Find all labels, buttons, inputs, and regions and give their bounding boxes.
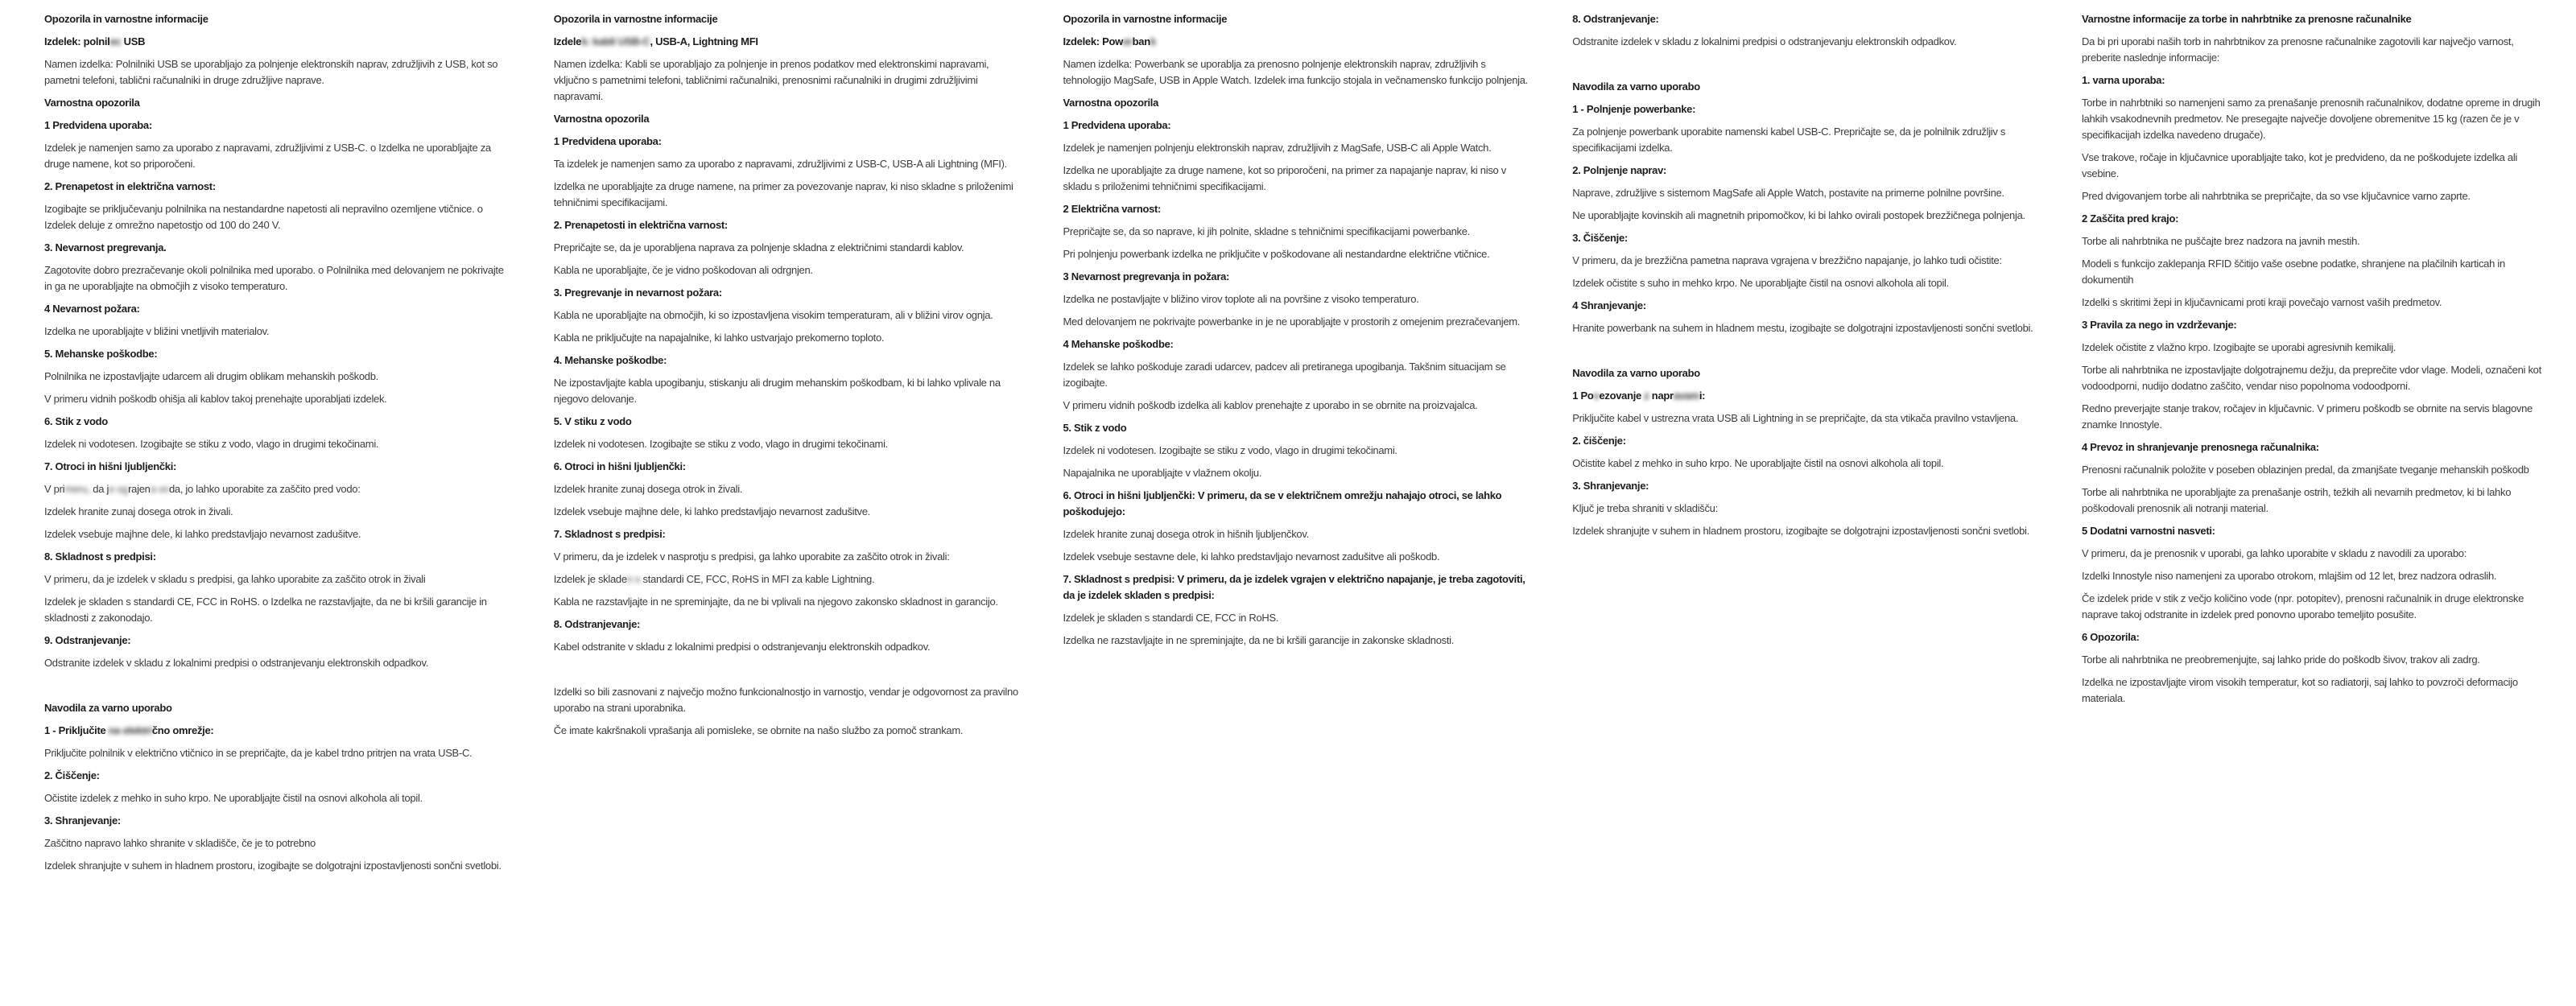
redacted-text: avam xyxy=(1673,390,1699,402)
paragraph: Izdelka ne uporabljajte za druge namene, kot so priporočeni, na primer za napajanje naprav, ki niso v skladu s priloženimi tehničnimi specifikacijami. xyxy=(1063,164,1506,192)
paragraph: Očistite izdelek z mehko in suho krpo. Ne uporabljajte čistil na osnovi alkohola ali topil. xyxy=(44,792,423,804)
paragraph: Torbe ali nahrbtnika ne puščajte brez nadzora na javnih mestih. xyxy=(2082,235,2360,247)
paragraph: Vse trakove, ročaje in ključavnice uporabljajte tako, kot je predvideno, da ne poškodujete izdelka ali vsebine. xyxy=(2082,151,2518,179)
section-heading: Varnostna opozorila xyxy=(44,97,140,109)
paragraph: Prepričajte se, da je uporabljena naprava za polnjenje skladna z električnimi standardi kablov. xyxy=(553,241,964,254)
section-heading: 2 Električna varnost: xyxy=(1063,203,1162,215)
paragraph: Kabel odstranite v skladu z lokalnimi predpisi o odstranjevanju elektronskih odpadkov. xyxy=(553,641,931,653)
paragraph: Če izdelek pride v stik z večjo količino vode (npr. potopitev), prenosni računalnik in druge elektronske naprave takoj odstranite in izdelek pred ponovno uporabo temeljito posušite. xyxy=(2082,592,2524,621)
paragraph: Ključ je treba shraniti v skladišču: xyxy=(1572,502,1718,514)
paragraph: Priključite polnilnik v električno vtičnico in se prepričajte, da je kabel trdno pritrjen na vrata USB-C. xyxy=(44,747,473,759)
section-heading: 8. Odstranjevanje: xyxy=(1572,13,1659,25)
section-heading: Navodila za varno uporabo xyxy=(1572,80,1700,93)
section-heading: 1 - Polnjenje powerbanke: xyxy=(1572,103,1696,115)
paragraph: Izdelek je skladen s standardi CE, FCC in RoHS. o Izdelka ne razstavljajte, da ne bi kršili garancije in skladnosti z zakonodajo. xyxy=(44,596,487,624)
paragraph: Hranite powerbank na suhem in hladnem mestu, izogibajte se dolgotrajni izpostavljenosti sončni svetlobi. xyxy=(1572,322,2033,334)
redacted-text: a vo xyxy=(150,483,169,495)
paragraph: Izdelek shranjujte v suhem in hladnem prostoru, izogibajte se dolgotrajni izpostavljenosti sončni svetlobi. xyxy=(1572,525,2029,537)
section-heading: 1 - Priključite na električno omrežje: xyxy=(44,724,214,736)
section-heading: 6. Otroci in hišni ljubljenčki: xyxy=(553,460,686,472)
document-title: Opozorila in varnostne informacije xyxy=(44,13,208,25)
paragraph: Za polnjenje powerbank uporabite namenski kabel USB-C. Prepričajte se, da je polnilnik združljiv s specifikacijami izdelka. xyxy=(1572,126,2006,154)
paragraph: Kabla ne uporabljajte na območjih, ki so izpostavljena visokim temperaturam, ali v bližini virov ognja. xyxy=(553,309,993,321)
paragraph: V primeru vidnih poškodb izdelka ali kablov prenehajte z uporabo in se obrnite na proizvajalca. xyxy=(1063,399,1478,411)
column-usb-charger xyxy=(44,11,510,1006)
redacted-text: k: kabli USB-C xyxy=(581,35,650,47)
paragraph: Izdelek je skladen s standardi CE, FCC in RoHS. xyxy=(1063,612,1279,624)
paragraph: Namen izdelka: Powerbank se uporablja za prenosno polnjenje elektronskih naprav, združljivih s tehnologijo MagSafe, USB in Apple Watch. Izdelek ima funkcijo stojala in večnamensko funkcijo polnjenja. xyxy=(1063,58,1528,86)
section-heading: 3. Shranjevanje: xyxy=(1572,480,1649,492)
paragraph: Napajalnika ne uporabljajte v vlažnem okolju. xyxy=(1063,467,1262,479)
section-heading: 6 Opozorila: xyxy=(2082,631,2140,643)
redacted-text: er xyxy=(1122,35,1133,47)
paragraph: Torbe ali nahrbtnika ne izpostavljajte dolgotrajnemu dežju, da preprečite vdor vlage. Modeli, označeni kot vodoodporni, nudijo dodatno zaščito, vendar niso popolnoma vodoodporni. xyxy=(2082,364,2541,392)
section-heading: Izdelek: Powerbank xyxy=(1063,35,1156,47)
section-heading: 1 Predvidena uporaba: xyxy=(553,135,662,147)
redacted-text: v xyxy=(1593,390,1600,402)
section-heading: 1 Povezovanje z napravami: xyxy=(1572,390,1706,402)
paragraph: Izdelek vsebuje sestavne dele, ki lahko predstavljajo nevarnost zadušitve ali poškodb. xyxy=(1063,550,1440,563)
column-usb-cables xyxy=(554,11,1019,1006)
section-heading: 4 Shranjevanje: xyxy=(1572,299,1646,311)
redacted-text: n s xyxy=(626,573,643,585)
paragraph-spacer xyxy=(1572,343,2037,365)
paragraph: Izdelka ne izpostavljajte virom visokih temperatur, kot so radiatorji, saj lahko to povzroči deformacijo materiala. xyxy=(2082,676,2518,704)
section-heading: 2. Prenapetosti in električna varnost: xyxy=(553,219,728,231)
paragraph: Odstranite izdelek v skladu z lokalnimi predpisi o odstranjevanju elektronskih odpadkov. xyxy=(1572,35,1957,47)
paragraph: Med delovanjem ne pokrivajte powerbanke in je ne uporabljajte v prostorih z omejenim prezračevanjem. xyxy=(1063,315,1521,328)
column-powerbank-and-cable-care xyxy=(1572,11,2037,1006)
paragraph: Izdelek hranite zunaj dosega otrok in hišnih ljubljenčkov. xyxy=(1063,528,1309,540)
paragraph: Izdelek vsebuje majhne dele, ki lahko predstavljajo nevarnost zadušitve. xyxy=(553,505,870,517)
paragraph: Prenosni računalnik položite v poseben oblazinjen predal, da zmanjšate tveganje mehanskih poškodb xyxy=(2082,464,2529,476)
paragraph: Izdelek shranjujte v suhem in hladnem prostoru, izogibajte se dolgotrajni izpostavljenosti sončni svetlobi. xyxy=(44,860,502,872)
paragraph: Izdelek je namenjen samo za uporabo z napravami, združljivimi z USB-C. o Izdelka ne uporabljajte za druge namene, kot so priporočeni. xyxy=(44,142,491,170)
paragraph: Namen izdelka: Kabli se uporabljajo za polnjenje in prenos podatkov med elektronskimi napravami, vključno s pametnimi telefoni, tabličnimi računalniki, prenosnimi računalniki in drugimi združljivimi napravami. xyxy=(553,58,989,102)
section-heading: 2. čiščenje: xyxy=(1572,435,1626,447)
paragraph: Izdelek vsebuje majhne dele, ki lahko predstavljajo nevarnost zadušitve. xyxy=(44,528,361,540)
paragraph: Izdelek ni vodotesen. Izogibajte se stiku z vodo, vlago in drugimi tekočinami. xyxy=(1063,444,1397,456)
section-heading: 4 Mehanske poškodbe: xyxy=(1063,338,1174,350)
paragraph: Izdelek hranite zunaj dosega otrok in živali. xyxy=(44,505,233,517)
paragraph: V primeru, da je ograjena voda, jo lahko uporabite za zaščito pred vodo: xyxy=(44,483,361,495)
section-heading: 7. Otroci in hišni ljubljenčki: xyxy=(44,460,177,472)
paragraph: Redno preverjajte stanje trakov, ročajev in ključavnic. V primeru poškodb se obrnite na servis blagovne znamke Innostyle. xyxy=(2082,402,2533,431)
paragraph: Pred dvigovanjem torbe ali nahrbtnika se prepričajte, da so vse ključavnice varno zaprte. xyxy=(2082,190,2471,202)
section-heading: 3 Pravila za nego in vzdrževanje: xyxy=(2082,319,2237,331)
section-heading: 5. V stiku z vodo xyxy=(553,415,632,427)
section-heading: 2 Zaščita pred krajo: xyxy=(2082,212,2179,225)
paragraph: Zaščitno napravo lahko shranite v skladišče, če je to potrebno xyxy=(44,837,316,849)
section-heading: 4 Nevarnost požara: xyxy=(44,303,140,315)
paragraph: Izogibajte se priključevanju polnilnika na nestandardne napetosti ali nepravilno ozemljene vtičnice. o Izdelek deluje z omrežno napetostjo od 100 do 240 V. xyxy=(44,203,483,231)
document-title: Opozorila in varnostne informacije xyxy=(553,13,718,25)
paragraph-spacer xyxy=(1572,56,2037,79)
paragraph: Pri polnjenju powerbank izdelka ne priključite v poškodovane ali nestandardne električne vtičnice. xyxy=(1063,248,1490,260)
paragraph: V primeru, da je prenosnik v uporabi, ga lahko uporabite v skladu z navodili za uporabo: xyxy=(2082,547,2467,559)
paragraph: Očistite kabel z mehko in suho krpo. Ne uporabljajte čistil na osnovi alkohola ali topil. xyxy=(1572,457,1944,469)
paragraph: Izdelek očistite s suho in mehko krpo. Ne uporabljajte čistil na osnovi alkohola ali topil. xyxy=(1572,277,1949,289)
redacted-text: e og xyxy=(109,483,129,495)
section-heading: 8. Skladnost s predpisi: xyxy=(44,550,156,563)
paragraph: V primeru vidnih poškodb ohišja ali kablov takoj prenehajte uporabljati izdelek. xyxy=(44,393,387,405)
paragraph-spacer xyxy=(554,662,1019,684)
paragraph: Torbe ali nahrbtnika ne preobremenjujte, saj lahko pride do poškodb šivov, trakov ali zadrg. xyxy=(2082,653,2480,666)
paragraph: Namen izdelka: Polnilniki USB se uporabljajo za polnjenje elektronskih naprav, združljivih z USB, kot so pametni telefoni, tablični računalniki in druge združljive naprave. xyxy=(44,58,498,86)
paragraph-spacer xyxy=(44,678,510,700)
paragraph: V primeru, da je brezžična pametna naprava vgrajena v brezžično napajanje, jo lahko tudi očistite: xyxy=(1572,254,2002,266)
paragraph: Ne uporabljajte kovinskih ali magnetnih pripomočkov, ki bi lahko ovirali postopek brezžičnega polnjenja. xyxy=(1572,209,2025,221)
paragraph: Zagotovite dobro prezračevanje okoli polnilnika med uporabo. o Polnilnika med delovanjem ne pokrivajte in ga ne uporabljajte na območjih z visoko temperaturo. xyxy=(44,264,504,292)
paragraph: Da bi pri uporabi naših torb in nahrbtnikov za prenosne računalnike zagotovili kar največjo varnost, preberite naslednje informacije: xyxy=(2082,35,2514,64)
section-heading: Izdelek: polnilec USB xyxy=(44,35,146,47)
paragraph: Naprave, združljive s sistemom MagSafe ali Apple Watch, postavite na primerne polnilne površine. xyxy=(1572,187,2004,199)
paragraph: Polnilnika ne izpostavljajte udarcem ali drugim oblikam mehanskih poškodb. xyxy=(44,370,378,382)
section-heading: 1 Predvidena uporaba: xyxy=(44,119,152,131)
section-heading: 4 Prevoz in shranjevanje prenosnega računalnika: xyxy=(2082,441,2319,453)
paragraph: Če imate kakršnakoli vprašanja ali pomisleke, se obrnite na našo službo za pomoč strankam. xyxy=(553,724,964,736)
section-heading: 5 Dodatni varnostni nasveti: xyxy=(2082,525,2215,537)
paragraph: Izdelek je skladen s standardi CE, FCC, RoHS in MFI za kable Lightning. xyxy=(553,573,875,585)
section-heading: Izdelek: kabli USB-C, USB-A, Lightning MFI xyxy=(553,35,758,47)
section-heading: 4. Mehanske poškodbe: xyxy=(553,354,667,366)
paragraph: Prepričajte se, da so naprave, ki jih polnite, skladne s tehničnimi specifikacijami powerbanke. xyxy=(1063,225,1470,237)
section-heading: 1. varna uporaba: xyxy=(2082,74,2165,86)
section-heading: 3. Shranjevanje: xyxy=(44,814,121,827)
section-heading: Navodila za varno uporabo xyxy=(44,702,172,714)
paragraph: Izdelek hranite zunaj dosega otrok in živali. xyxy=(553,483,743,495)
section-heading: 6. Otroci in hišni ljubljenčki: V primeru, da se v električnem omrežju nahajajo otroci, se lahko poškodujejo: xyxy=(1063,489,1502,517)
redacted-text: na elektri xyxy=(108,724,152,736)
paragraph: Torbe in nahrbtniki so namenjeni samo za prenašanje prenosnih računalnikov, dodatne opreme in drugih lahkih vsakodnevnih predmetov. Ne presegajte največje dovoljene obremenitve 15 kg (razen če je v specifikacijah izdelka navedeno drugače). xyxy=(2082,97,2541,141)
paragraph: V primeru, da je izdelek v nasprotju s predpisi, ga lahko uporabite za zaščito otrok in živali: xyxy=(553,550,950,563)
document-title: Opozorila in varnostne informacije xyxy=(1063,13,1228,25)
section-heading: 5. Mehanske poškodbe: xyxy=(44,348,158,360)
redacted-text: ec xyxy=(109,35,122,47)
section-heading: 9. Odstranjevanje: xyxy=(44,634,131,646)
section-heading: 3. Pregrevanje in nevarnost požara: xyxy=(553,287,722,299)
document-title: Varnostne informacije za torbe in nahrbtnike za prenosne računalnike xyxy=(2082,13,2412,25)
section-heading: 3. Nevarnost pregrevanja. xyxy=(44,241,167,254)
redacted-text: z xyxy=(1644,390,1652,402)
column-powerbank xyxy=(1063,11,1529,1006)
section-heading: 7. Skladnost s predpisi: xyxy=(553,528,666,540)
redacted-text: k xyxy=(1150,35,1156,47)
paragraph: Torbe ali nahrbtnika ne uporabljajte za prenašanje ostrih, težkih ali nevarnih predmetov, ki bi lahko poškodovali prenosnik ali notranji material. xyxy=(2082,486,2512,514)
paragraph: V primeru, da je izdelek v skladu s predpisi, ga lahko uporabite za zaščito otrok in živali xyxy=(44,573,426,585)
section-heading: 2. Prenapetost in električna varnost: xyxy=(44,180,216,192)
section-heading: 2. Polnjenje naprav: xyxy=(1572,164,1667,176)
section-heading: 3 Nevarnost pregrevanja in požara: xyxy=(1063,270,1230,282)
section-heading: Varnostna opozorila xyxy=(553,113,650,125)
section-heading: Varnostna opozorila xyxy=(1063,97,1159,109)
section-heading: 7. Skladnost s predpisi: V primeru, da je izdelek vgrajen v električno napajanje, je treba zagotoviti, da je izdelek skladen s predpisi: xyxy=(1063,573,1525,601)
paragraph: Kabla ne uporabljajte, če je vidno poškodovan ali odrgnjen. xyxy=(553,264,813,276)
paragraph: Kabla ne priključujte na napajalnike, ki lahko ustvarjajo prekomerno toploto. xyxy=(553,332,885,344)
paragraph: Ta izdelek je namenjen samo za uporabo z napravami, združljivimi z USB-C, USB-A ali Lightning (MFI). xyxy=(553,158,1007,170)
paragraph: Izdelek je namenjen polnjenju elektronskih naprav, združljivih z MagSafe, USB-C ali Apple Watch. xyxy=(1063,142,1492,154)
paragraph: Izdelek očistite z vlažno krpo. Izogibajte se uporabi agresivnih kemikalij. xyxy=(2082,341,2396,353)
section-heading: 5. Stik z vodo xyxy=(1063,422,1127,434)
section-heading: 8. Odstranjevanje: xyxy=(553,618,641,630)
paragraph: Odstranite izdelek v skladu z lokalnimi predpisi o odstranjevanju elektronskih odpadkov. xyxy=(44,657,429,669)
paragraph: Izdelki s skritimi žepi in ključavnicami proti kraji povečajo varnost vaših predmetov. xyxy=(2082,296,2442,308)
paragraph: Priključite kabel v ustrezna vrata USB ali Lightning in se prepričajte, da sta vtikača pravilno vstavljena. xyxy=(1572,412,2019,424)
section-heading: 3. Čiščenje: xyxy=(1572,232,1628,244)
paragraph: Izdelek ni vodotesen. Izogibajte se stiku z vodo, vlago in drugimi tekočinami. xyxy=(44,438,379,450)
column-laptop-bags xyxy=(2082,11,2547,1006)
paragraph: Kabla ne razstavljajte in ne spreminjajte, da ne bi vplivali na njegovo zakonsko skladnost in garancijo. xyxy=(553,596,998,608)
paragraph: Izdelka ne uporabljajte v bližini vnetljivih materialov. xyxy=(44,325,270,337)
paragraph: Ne izpostavljajte kabla upogibanju, stiskanju ali drugim mehanskim poškodbam, ki bi lahko vplivale na njegovo delovanje. xyxy=(553,377,1001,405)
section-heading: 6. Stik z vodo xyxy=(44,415,108,427)
paragraph: Izdelka ne postavljajte v bližino virov toplote ali na površine z visoko temperaturo. xyxy=(1063,293,1419,305)
paragraph: Modeli s funkcijo zaklepanja RFID ščitijo vaše osebne podatke, shranjene na plačilnih karticah in dokumentih xyxy=(2082,258,2505,286)
section-heading: 1 Predvidena uporaba: xyxy=(1063,119,1171,131)
redacted-text: meru, xyxy=(64,483,90,495)
paragraph: Izdelki Innostyle niso namenjeni za uporabo otrokom, mlajšim od 12 let, brez nadzora odraslih. xyxy=(2082,570,2497,582)
paragraph: Izdelki so bili zasnovani z največjo možno funkcionalnostjo in varnostjo, vendar je odgovornost za pravilno uporabo na strani uporabnika. xyxy=(553,686,1018,714)
paragraph: Izdelka ne razstavljajte in ne spreminjajte, da ne bi kršili garancije in zakonske skladnosti. xyxy=(1063,634,1455,646)
section-heading: 2. Čiščenje: xyxy=(44,769,100,781)
paragraph: Izdelek ni vodotesen. Izogibajte se stiku z vodo, vlago in drugimi tekočinami. xyxy=(553,438,888,450)
paragraph: Izdelek se lahko poškoduje zaradi udarcev, padcev ali pretiranega upogibanja. Takšnim situacijam se izogibajte. xyxy=(1063,361,1506,389)
paragraph: Izdelka ne uporabljajte za druge namene, na primer za povezovanje naprav, ki niso skladne s priloženimi tehničnimi specifikacijami. xyxy=(553,180,1013,208)
section-heading: Navodila za varno uporabo xyxy=(1572,367,1700,379)
